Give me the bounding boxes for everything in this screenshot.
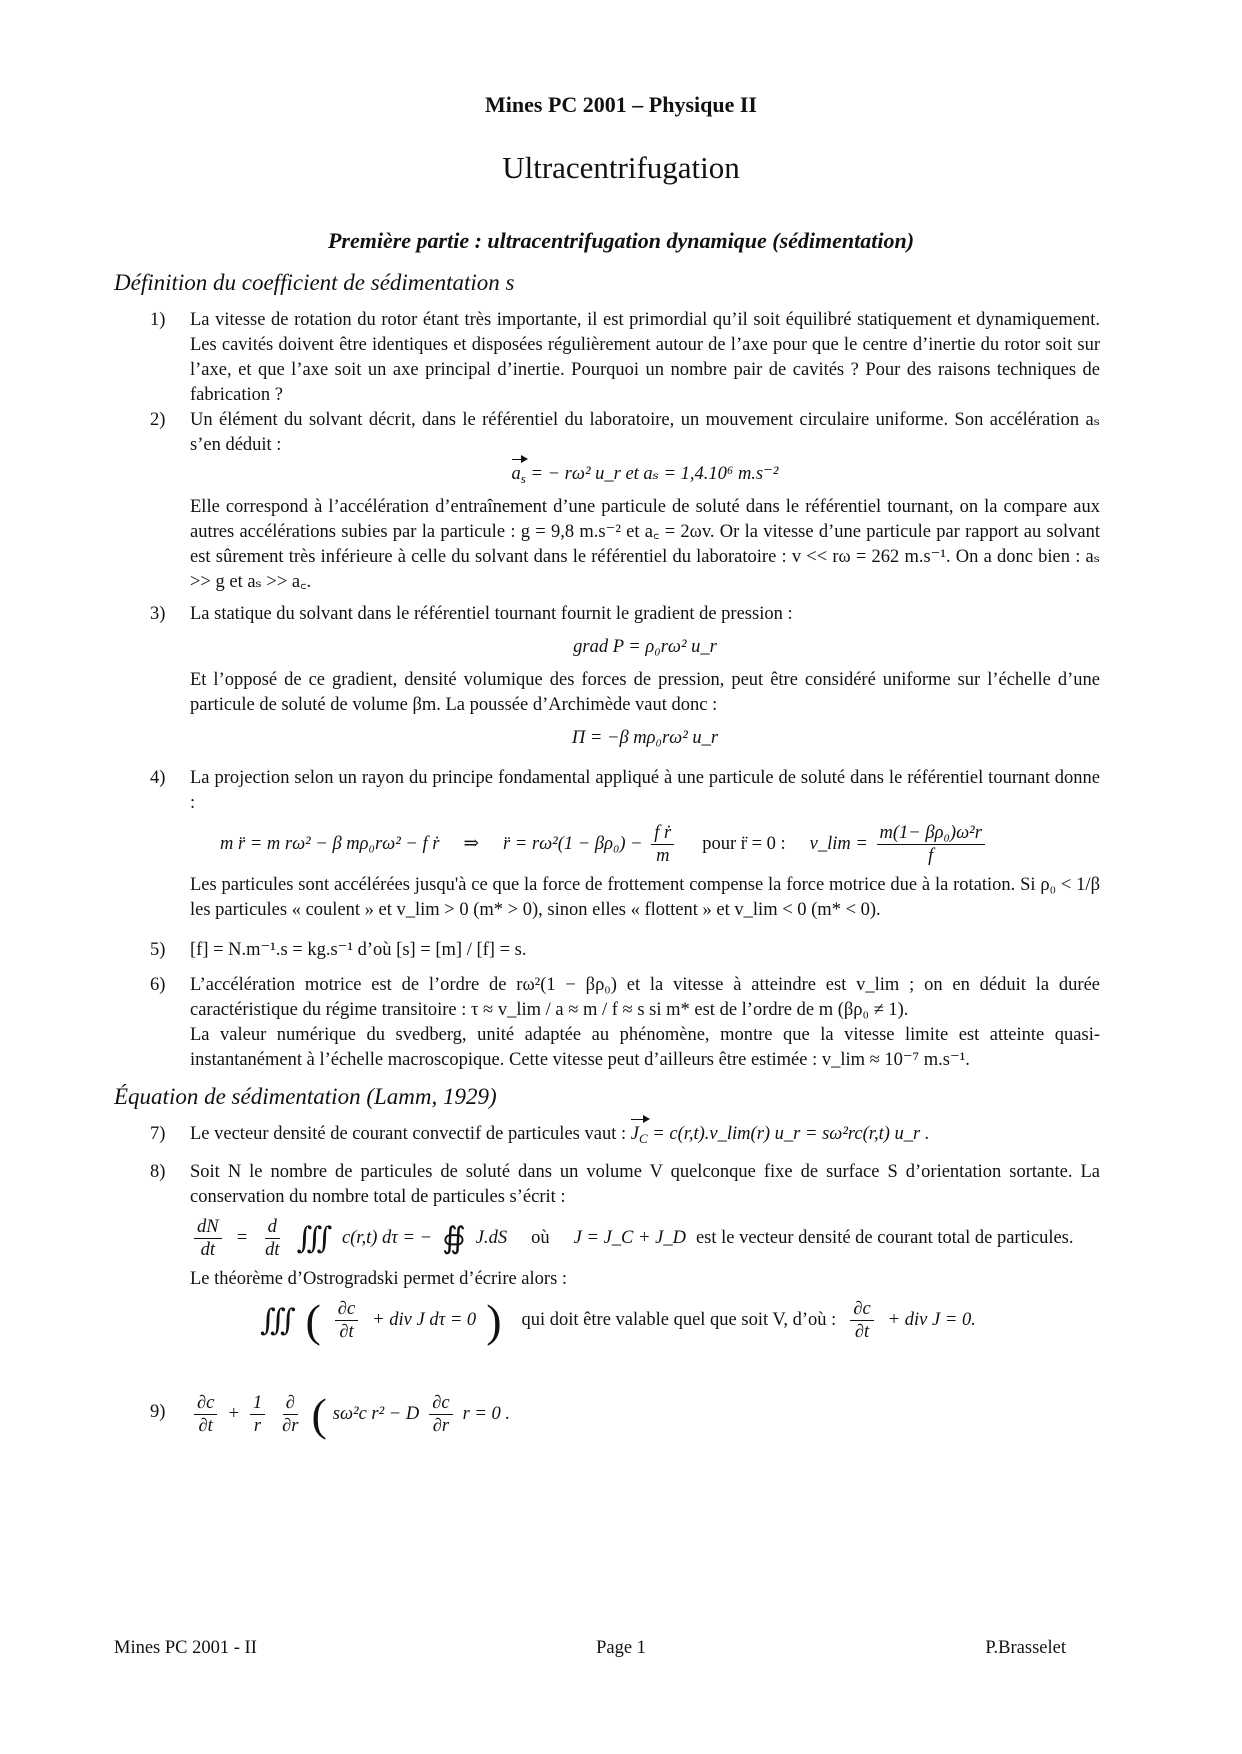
question-text: L’accélération motrice est de l’ordre de rω²(1 − βρ₀) et la vitesse à atteindre est v_lim ; on en déduit la durée caractéristique du régime transitoire : τ ≈ v_lim / a ≈ m / f ≈ s si m* est de l’ordre de m (βρ₀ ≠ 1).: [190, 975, 1100, 1020]
equation-current: = c(r,t).v_lim(r) u_r = sω²rc(r,t) u_r .: [652, 1124, 930, 1144]
section-heading-2: Équation de sédimentation (Lamm, 1929): [114, 1084, 497, 1109]
section-heading-1: Définition du coefficient de sédimentation s: [114, 270, 515, 295]
part-title: Première partie : ultracentrifugation dynamique (sédimentation): [327, 228, 915, 253]
document-header: Mines PC 2001 – Physique II: [485, 92, 757, 117]
question-number: 5): [150, 940, 166, 960]
equation-gradient: grad P = ρ₀rω² u_r: [573, 637, 717, 657]
footer-author: P.Brasselet: [985, 1638, 1066, 1658]
question-number: 3): [150, 604, 166, 624]
question-number: 4): [150, 768, 166, 788]
question-4: [150, 766, 1100, 923]
question-text: La vitesse de rotation du rotor étant très importante, il est primordial qu’il soit équilibré statiquement et dynamiquement. Les cavités doivent être identiques et disposées régulièrement autour de l’axe pour que le centre d’inertie du rotor soit sur l’axe, et que l’axe soit un axe principal d’inertie. Pourquoi un nombre pair de cavités ? Pour des raisons techniques de fabrication ?: [190, 310, 1100, 405]
question-number: 6): [150, 975, 166, 995]
question-text: [f] = N.m⁻¹.s = kg.s⁻¹ d’où [s] = [m] / [f] = s.: [190, 940, 527, 960]
equation-acceleration: $a_s$ = − rω² u_r et aₛ = 1,4.10⁶ m.s⁻²: [190, 462, 1100, 491]
question-intro: Un élément du solvant décrit, dans le référentiel du laboratoire, un mouvement circulaire uniforme. Son accélération aₛ s’en déduit :: [190, 410, 1100, 455]
question-number: 8): [150, 1162, 166, 1182]
equation-lamm: $\frac{\partial c}{\partial t}$ + $\frac{1}{r}$ $\frac{\partial}{\partial r}$ ( sω²c r² − D $\frac{\partial c}{\partial r}$ r = 0 .: [190, 1392, 1100, 1437]
question-text: Le vecteur densité de courant convectif de particules vaut :: [190, 1124, 627, 1144]
question-text-2: Le théorème d’Ostrogradski permet d’écrire alors :: [190, 1269, 568, 1289]
question-intro: La statique du solvant dans le référentiel tournant fournit le gradient de pression :: [190, 604, 793, 624]
question-9: [150, 1386, 1100, 1443]
question-number: 9): [150, 1402, 166, 1422]
equation-text: = − rω² u_r et aₛ = 1,4.10⁶ m.s⁻²: [530, 464, 779, 484]
footer-left: Mines PC 2001 - II: [114, 1638, 257, 1658]
equation-archimede: Π = −β mρ₀rω² u_r: [571, 728, 719, 748]
question-intro: La projection selon un rayon du principe fondamental appliqué à une particule de soluté dans le référentiel tournant donne :: [190, 768, 1100, 813]
question-text: Soit N le nombre de particules de soluté dans un volume V quelconque fixe de surface S d’orientation sortante. La conservation du nombre total de particules s’écrit :: [190, 1162, 1100, 1207]
equation-conservation: $\frac{dN}{dt}$ = $\frac{d}{dt}$ ∭ c(r,t) dτ = − ∯ J.dS où J = J_C + J_D est le vecteur densité de courant total de particules.: [190, 1216, 1100, 1261]
question-number: 1): [150, 310, 166, 330]
question-6: [150, 973, 1100, 1073]
question-number: 7): [150, 1124, 166, 1144]
question-5: [150, 938, 1100, 963]
question-text-2: La valeur numérique du svedberg, unité adaptée au phénomène, montre que la vitesse limite est atteinte quasi-instantanément à l’échelle macroscopique. Cette vitesse peut d’ailleurs être estimée : v_lim ≈ 10⁻⁷ m.s⁻¹.: [190, 1025, 1100, 1070]
question-text: Les particules sont accélérées jusqu'à ce que la force de frottement compense la force motrice due à la rotation. Si ρ₀ < 1/β les particules « coulent » et v_lim > 0 (m* > 0), sinon elles « flottent » et v_lim < 0 (m* < 0).: [190, 875, 1100, 920]
question-number: 2): [150, 410, 166, 430]
equation-motion: m r̈ = m rω² − β mρ₀rω² − f ṙ ⇒ r̈ = rω²(1 − βρ₀) − $\frac{\text{f ṙ}}{m}$ pour r̈ = 0 : v_lim = $\frac{\text{m(1− βρ₀)ω²r}}{f}$: [220, 822, 1100, 867]
question-text: Et l’opposé de ce gradient, densité volumique des forces de pression, peut être considéré uniforme sur l’échelle d’une particule de soluté de volume βm. La poussée d’Archimède vaut donc :: [190, 670, 1100, 715]
question-8: [150, 1160, 1100, 1349]
question-7: 7) Le vecteur densité de courant convectif de particules vaut : $J_C$ = c(r,t).v_lim(r) u_r = sω²rc(r,t) u_r .: [150, 1122, 1100, 1151]
footer-page-number: Page 1: [596, 1638, 646, 1658]
question-1: [150, 308, 1100, 408]
question-3: [150, 602, 1100, 759]
question-2: [150, 408, 1100, 595]
question-text: Elle correspond à l’accélération d’entraînement d’une particule de soluté dans le référentiel tournant, on la compare aux autres accélérations subies par la particule : g = 9,8 m.s⁻² et a꜀ = 2ωv. Or la vitesse d’une particule par rapport au solvant est sûrement très inférieure à celle du solvant dans le référentiel du laboratoire : v << rω = 262 m.s⁻¹. On a donc bien : aₛ >> g et aₛ >> a꜀.: [190, 497, 1100, 592]
page-title: Ultracentrifugation: [502, 150, 740, 185]
equation-ostrogradski: ∭ ( $\frac{\partial c}{\partial t}$ + div J dτ = 0 ) qui doit être valable quel que soit V, d’où : $\frac{\partial c}{\partial t}$ + div J = 0.: [260, 1295, 976, 1346]
